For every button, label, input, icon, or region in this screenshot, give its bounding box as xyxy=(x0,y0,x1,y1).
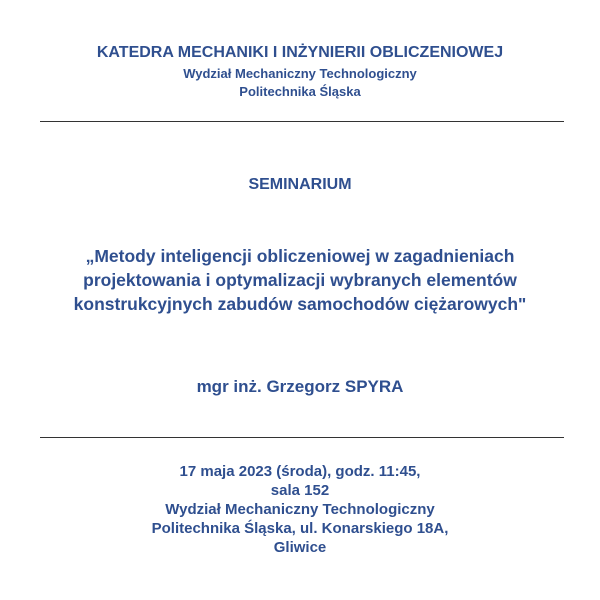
event-city: Gliwice xyxy=(273,539,327,556)
event-date-time: 17 maja 2023 (środa), godz. 11:45, xyxy=(179,463,421,480)
speaker-name: mgr inż. Grzegorz SPYRA xyxy=(196,377,404,396)
event-details xyxy=(0,462,600,557)
event-address: Politechnika Śląska, ul. Konarskiego 18A, xyxy=(151,520,449,537)
seminar-label: SEMINARIUM xyxy=(248,176,352,193)
bottom-divider xyxy=(40,437,564,438)
event-room: sala 152 xyxy=(270,482,330,499)
event-faculty: Wydział Mechaniczny Technologiczny xyxy=(165,501,435,518)
university-name: Politechnika Śląska xyxy=(239,84,361,99)
department-name: KATEDRA MECHANIKI I INŻYNIERII OBLICZENIOWEJ xyxy=(96,44,504,61)
top-divider xyxy=(40,121,564,122)
seminar-title: „Metody inteligencji obliczeniowej w zagadnieniach projektowania i optymalizacji wybranych elementów konstrukcyjnych zabudów samochodów ciężarowych" xyxy=(73,246,527,314)
faculty-name: Wydział Mechaniczny Technologiczny xyxy=(183,66,417,81)
